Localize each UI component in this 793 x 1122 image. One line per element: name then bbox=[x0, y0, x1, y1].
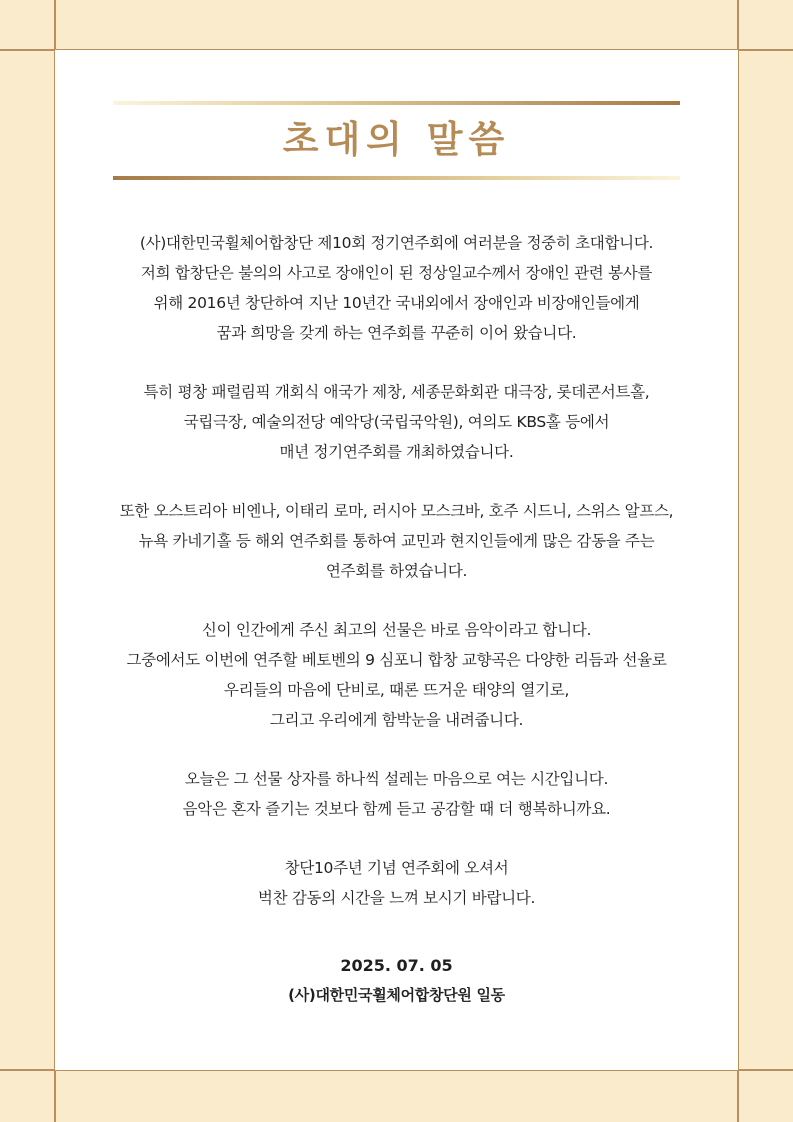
text-line: (사)대한민국휠체어합창단 제10회 정기연주회에 여러분을 정중히 초대합니다. bbox=[139, 234, 654, 252]
paragraph bbox=[0, 853, 793, 913]
paragraph bbox=[0, 496, 793, 586]
title-rule-top bbox=[113, 101, 680, 105]
text-line: 특히 평창 패럴림픽 개회식 애국가 제창, 세종문화회관 대극장, 롯데콘서트홀, bbox=[143, 383, 650, 401]
text-line: 음악은 혼자 즐기는 것보다 함께 듣고 공감할 때 더 행복하니까요. bbox=[182, 800, 611, 818]
text-line: 위해 2016년 창단하여 지난 10년간 국내외에서 장애인과 비장애인들에게 bbox=[153, 294, 640, 312]
text-line: 또한 오스트리아 비엔나, 이태리 로마, 러시아 모스크바, 호주 시드니, 스위스 알프스, bbox=[119, 502, 674, 520]
paragraph bbox=[0, 228, 793, 348]
text-line: 뉴욕 카네기홀 등 해외 연주회를 통하여 교민과 현지인들에게 많은 감동을 주는 bbox=[138, 532, 655, 550]
text-line: 우리들의 마음에 단비로, 때론 뜨거운 태양의 열기로, bbox=[223, 681, 570, 699]
invitation-date: 2025. 07. 05 bbox=[340, 956, 453, 975]
paragraph bbox=[0, 615, 793, 735]
text-line: 창단10주년 기념 연주회에 오셔서 bbox=[284, 859, 509, 877]
text-line: 그리고 우리에게 함박눈을 내려줍니다. bbox=[269, 711, 524, 729]
text-line: 벅찬 감동의 시간을 느껴 보시기 바랍니다. bbox=[257, 889, 536, 907]
paragraph bbox=[0, 377, 793, 467]
text-line: 연주회를 하였습니다. bbox=[325, 562, 468, 580]
text-line: 신이 인간에게 주신 최고의 선물은 바로 음악이라고 합니다. bbox=[201, 621, 592, 639]
text-line: 매년 정기연주회를 개최하였습니다. bbox=[279, 443, 514, 461]
text-line: 그중에서도 이번에 연주할 베토벤의 9 심포니 합창 교향곡은 다양한 리듬과 선율로 bbox=[126, 651, 667, 669]
page-title: 초대의 말씀 bbox=[282, 117, 511, 161]
signature: (사)대한민국휠체어합창단원 일동 bbox=[288, 986, 505, 1004]
text-line: 꿈과 희망을 갖게 하는 연주회를 꾸준히 이어 왔습니다. bbox=[216, 324, 577, 342]
text-line: 국립극장, 예술의전당 예악당(국립국악원), 여의도 KBS홀 등에서 bbox=[183, 413, 610, 431]
title-rule-bottom bbox=[113, 176, 680, 180]
text-line: 저희 합창단은 불의의 사고로 장애인이 된 정상일교수께서 장애인 관련 봉사를 bbox=[140, 264, 653, 282]
paragraph bbox=[0, 764, 793, 824]
invitation-body bbox=[0, 228, 793, 942]
text-line: 오늘은 그 선물 상자를 하나씩 설레는 마음으로 여는 시간입니다. bbox=[184, 770, 609, 788]
